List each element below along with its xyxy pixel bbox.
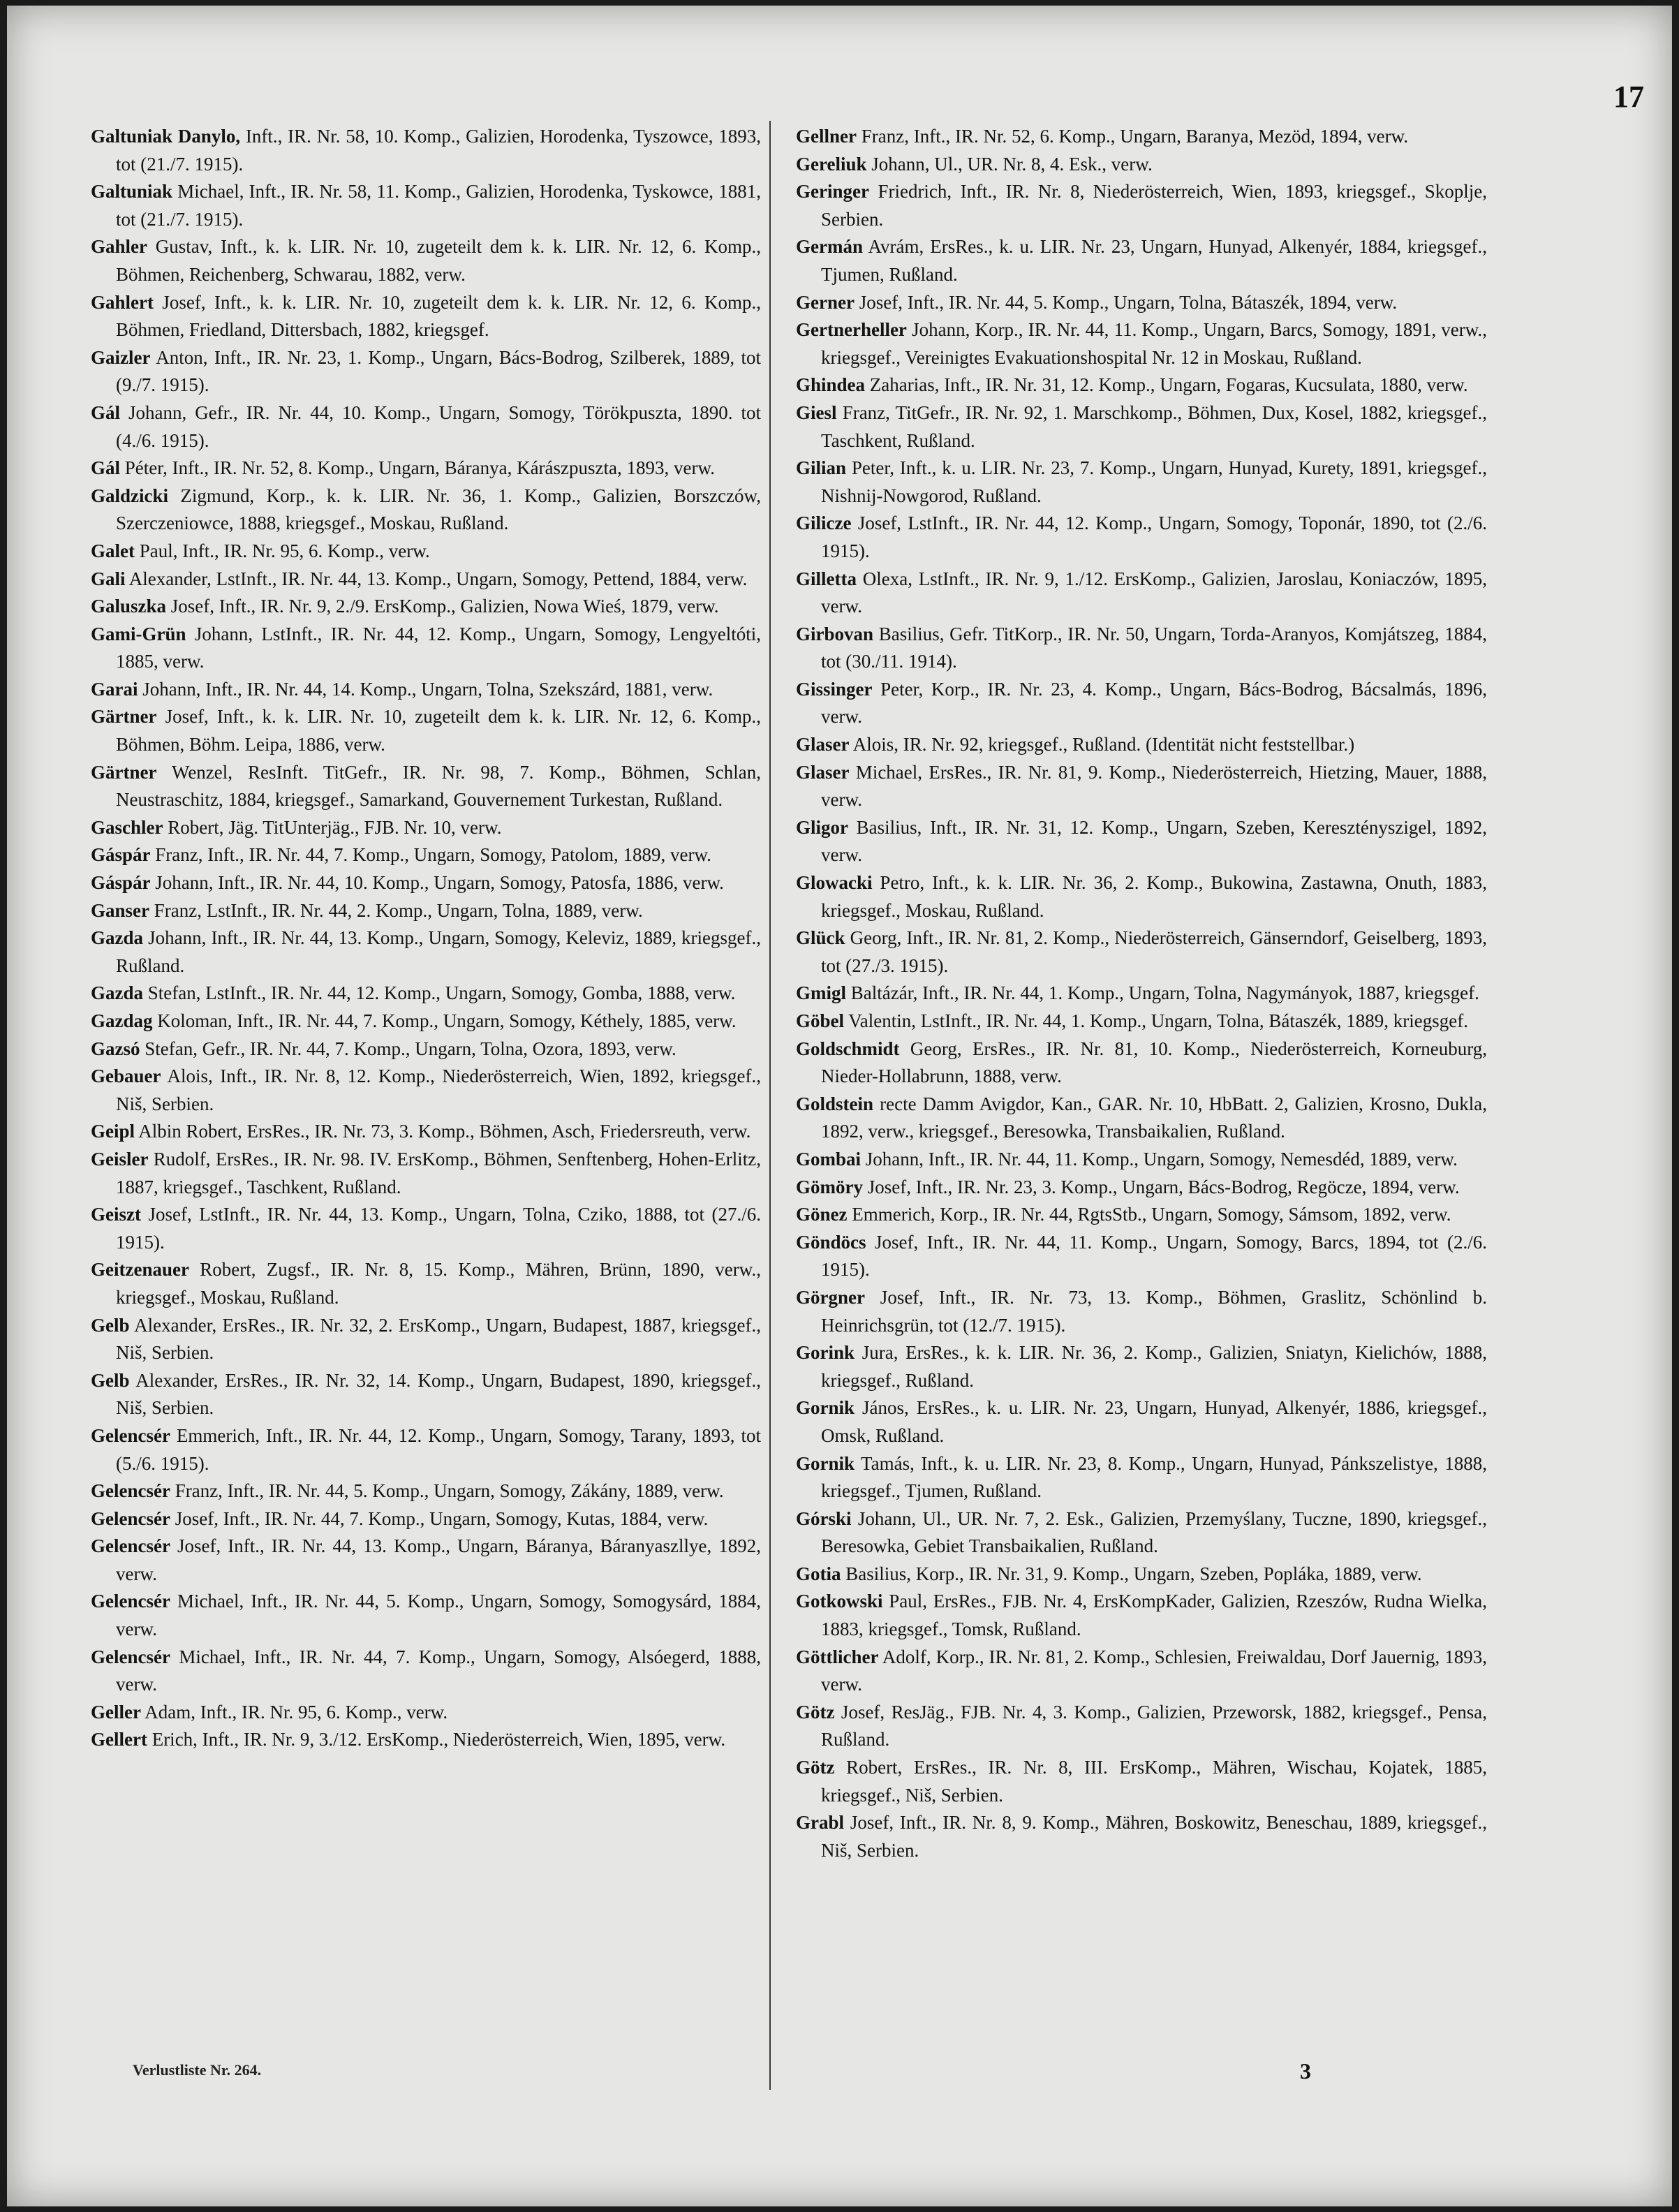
entry-details: Johann, LstInft., IR. Nr. 44, 12. Komp., Ungarn, Somogy, Lengyeltóti, 1885, verw. <box>116 623 761 672</box>
right-column <box>796 123 1487 1864</box>
entry-details: Josef, Inft., IR. Nr. 23, 3. Komp., Ungarn, Bács-Bodrog, Regöcze, 1894, verw. <box>862 1176 1460 1197</box>
list-entry <box>796 1339 1487 1394</box>
list-entry <box>796 1091 1487 1146</box>
entry-details: Gustav, Inft., k. k. LIR. Nr. 10, zugeteilt dem k. k. LIR. Nr. 12, 6. Komp., Böhmen, Reichenberg, Schwarau, 1882, verw. <box>116 236 761 285</box>
list-entry <box>796 1008 1487 1035</box>
list-entry <box>796 980 1487 1008</box>
entry-name: Gombai <box>796 1148 861 1170</box>
entry-name: Germán <box>796 236 863 258</box>
entry-name: Gelencsér <box>91 1591 170 1612</box>
list-entry <box>796 676 1487 731</box>
list-entry <box>796 510 1487 565</box>
entry-details: Josef, LstInft., IR. Nr. 44, 13. Komp., Ungarn, Tolna, Cziko, 1888, tot (27./6. 1915). <box>116 1204 761 1253</box>
entry-name: Goldschmidt <box>796 1038 900 1059</box>
entry-name: Göttlicher <box>796 1646 879 1667</box>
entry-name: Galet <box>91 540 135 561</box>
list-entry <box>91 1367 761 1422</box>
entry-details: Albin Robert, ErsRes., IR. Nr. 73, 3. Komp., Böhmen, Asch, Friedersreuth, verw. <box>135 1121 751 1142</box>
entry-details: Johann, Inft., IR. Nr. 44, 10. Komp., Ungarn, Somogy, Patosfa, 1886, verw. <box>150 872 724 894</box>
entry-name: Ghindea <box>796 374 866 396</box>
list-entry <box>91 233 761 288</box>
entry-details: Inft., IR. Nr. 58, 10. Komp., Galizien, Horodenka, Tyszowce, 1893, tot (21./7. 1915). <box>116 126 761 175</box>
entry-details: Josef, Inft., IR. Nr. 8, 9. Komp., Mähren, Boskowitz, Beneschau, 1889, kriegsgef., Niš, Serbien. <box>821 1812 1487 1861</box>
entry-details: Alois, Inft., IR. Nr. 8, 12. Komp., Niederösterreich, Wien, 1892, kriegsgef., Niš, Serbien. <box>116 1066 761 1114</box>
entry-name: Geiszt <box>91 1204 141 1225</box>
list-entry <box>796 1588 1487 1643</box>
list-entry <box>91 566 761 593</box>
list-entry <box>796 814 1487 869</box>
entry-name: Gilicze <box>796 513 852 534</box>
list-entry <box>796 869 1487 924</box>
entry-name: Girbovan <box>796 623 874 644</box>
list-entry <box>91 482 761 538</box>
entry-details: recte Damm Avigdor, Kan., GAR. Nr. 10, HbBatt. 2, Galizien, Krosno, Dukla, 1892, verw., kriegsgef., Beresowka, Transbaikalien, Rußland. <box>821 1093 1487 1142</box>
entry-details: Rudolf, ErsRes., IR. Nr. 98. IV. ErsKomp., Böhmen, Senftenberg, Hohen-Erlitz, 1887, kriegsgef., Taschkent, Rußland. <box>116 1148 761 1197</box>
entry-name: Gál <box>91 401 121 423</box>
entry-name: Gazdag <box>91 1010 153 1031</box>
entry-name: Gerner <box>796 291 855 313</box>
entry-details: Michael, Inft., IR. Nr. 58, 11. Komp., Galizien, Horodenka, Tyskowce, 1881, tot (21./7. 1915). <box>116 181 761 230</box>
list-entry <box>796 233 1487 288</box>
entry-name: Gereliuk <box>796 153 867 175</box>
list-entry <box>91 344 761 399</box>
entry-details: Stefan, Gefr., IR. Nr. 44, 7. Komp., Ungarn, Tolna, Ozora, 1893, verw. <box>140 1038 676 1059</box>
list-entry <box>91 178 761 233</box>
list-entry <box>91 1008 761 1035</box>
entry-name: Gaschler <box>91 816 163 838</box>
entry-details: Josef, Inft., k. k. LIR. Nr. 10, zugeteilt dem k. k. LIR. Nr. 12, 6. Komp., Böhmen, Friedland, Dittersbach, 1882, kriegsgef. <box>116 291 761 341</box>
list-entry <box>91 1422 761 1477</box>
list-entry <box>796 1201 1487 1229</box>
list-entry <box>91 814 761 842</box>
entry-details: Michael, ErsRes., IR. Nr. 81, 9. Komp., Niederösterreich, Hietzing, Mauer, 1888, verw. <box>821 761 1487 811</box>
list-entry <box>796 1754 1487 1809</box>
list-entry <box>91 1035 761 1063</box>
entry-details: Adam, Inft., IR. Nr. 95, 6. Komp., verw. <box>140 1701 448 1723</box>
entry-details: Paul, ErsRes., FJB. Nr. 4, ErsKompKader, Galizien, Rzeszów, Rudna Wielka, 1883, kriegsgef., Tomsk, Rußland. <box>821 1591 1487 1640</box>
entry-name: Gelencsér <box>91 1507 170 1529</box>
list-entry <box>91 621 761 676</box>
footer-list-number: Verlustliste Nr. 264. <box>133 2061 262 2079</box>
entry-details: Josef, Inft., k. k. LIR. Nr. 10, zugeteilt dem k. k. LIR. Nr. 12, 6. Komp., Böhmen, Böhm. Leipa, 1886, verw. <box>116 706 761 755</box>
list-entry <box>796 399 1487 455</box>
list-entry <box>796 1174 1487 1202</box>
entry-name: Gelencsér <box>91 1646 170 1667</box>
entry-name: Glück <box>796 927 845 949</box>
list-entry <box>796 1699 1487 1754</box>
entry-name: Gärtner <box>91 706 157 728</box>
list-entry <box>91 869 761 897</box>
entry-name: Glaser <box>796 734 850 755</box>
list-entry <box>796 1809 1487 1864</box>
entry-details: Zigmund, Korp., k. k. LIR. Nr. 36, 1. Komp., Galizien, Borszczów, Szerczeniowce, 1888, kriegsgef., Moskau, Rußland. <box>116 485 761 534</box>
entry-name: Galdzicki <box>91 485 169 506</box>
entry-name: Gáspár <box>91 872 151 894</box>
entry-name: Gelb <box>91 1369 130 1391</box>
entry-details: Josef, Inft., IR. Nr. 44, 5. Komp., Ungarn, Tolna, Bátaszék, 1894, verw. <box>854 291 1398 313</box>
entry-details: Alexander, LstInft., IR. Nr. 44, 13. Komp., Ungarn, Somogy, Pettend, 1884, verw. <box>125 568 748 589</box>
entry-details: Michael, Inft., IR. Nr. 44, 5. Komp., Ungarn, Somogy, Somogysárd, 1884, verw. <box>116 1591 761 1640</box>
list-entry <box>796 178 1487 233</box>
entry-name: Gorink <box>796 1342 855 1364</box>
entry-name: Gmigl <box>796 982 846 1004</box>
entry-details: Josef, Inft., IR. Nr. 9, 2./9. ErsKomp., Galizien, Nowa Wieś, 1879, verw. <box>166 596 719 617</box>
entry-name: Galtuniak Danylo, <box>91 126 241 147</box>
list-entry <box>91 980 761 1008</box>
entry-details: Johann, Inft., IR. Nr. 44, 14. Komp., Ungarn, Tolna, Szekszárd, 1881, verw. <box>138 678 713 700</box>
list-entry <box>91 1726 761 1754</box>
entry-name: Gáspár <box>91 844 151 866</box>
entry-name: Gertnerheller <box>796 319 907 341</box>
entry-details: Péter, Inft., IR. Nr. 52, 8. Komp., Ungarn, Báranya, Kárászpuszta, 1893, verw. <box>120 457 715 479</box>
list-entry <box>91 1118 761 1146</box>
entry-details: Emmerich, Inft., IR. Nr. 44, 12. Komp., Ungarn, Somogy, Tarany, 1893, tot (5./6. 1915). <box>116 1424 761 1474</box>
list-entry <box>91 897 761 925</box>
entry-details: Jura, ErsRes., k. k. LIR. Nr. 36, 2. Komp., Galizien, Sniatyn, Kielichów, 1888, kriegsgef., Rußland. <box>821 1342 1487 1391</box>
entry-name: Grabl <box>796 1812 845 1834</box>
entry-name: Geller <box>91 1701 141 1723</box>
entry-details: Petro, Inft., k. k. LIR. Nr. 36, 2. Komp., Bukowina, Zastawna, Onuth, 1883, kriegsgef., Moskau, Rußland. <box>821 872 1487 921</box>
entry-name: Gönez <box>796 1204 848 1225</box>
entry-name: Gissinger <box>796 678 873 700</box>
entry-name: Gligor <box>796 816 848 838</box>
entry-details: Franz, Inft., IR. Nr. 44, 7. Komp., Ungarn, Somogy, Patolom, 1889, verw. <box>150 844 711 866</box>
entry-details: Franz, Inft., IR. Nr. 44, 5. Komp., Ungarn, Somogy, Zákány, 1889, verw. <box>170 1480 724 1502</box>
entry-details: Georg, Inft., IR. Nr. 81, 2. Komp., Niederösterreich, Gänserndorf, Geiselberg, 1893, tot (27./3. 1915). <box>821 927 1487 976</box>
list-entry <box>796 1644 1487 1699</box>
entry-name: Gazda <box>91 927 144 949</box>
entry-details: Adolf, Korp., IR. Nr. 81, 2. Komp., Schlesien, Freiwaldau, Dorf Jauernig, 1893, verw. <box>821 1646 1487 1695</box>
list-entry <box>91 759 761 814</box>
entry-name: Gaizler <box>91 346 151 368</box>
list-entry <box>91 1477 761 1505</box>
list-entry <box>796 1035 1487 1091</box>
column-divider <box>769 121 771 2090</box>
list-entry <box>796 1229 1487 1284</box>
entry-name: Gelb <box>91 1314 130 1336</box>
list-entry <box>91 841 761 869</box>
entry-details: Johann, Ul., UR. Nr. 8, 4. Esk., verw. <box>866 153 1153 175</box>
entry-details: Josef, Inft., IR. Nr. 44, 7. Komp., Ungarn, Somogy, Kutas, 1884, verw. <box>170 1507 709 1529</box>
entry-name: Götz <box>796 1701 835 1723</box>
entry-name: Gelencsér <box>91 1424 170 1446</box>
list-entry <box>91 538 761 566</box>
entry-details: Georg, ErsRes., IR. Nr. 81, 10. Komp., Niederösterreich, Korneuburg, Nieder-Hollabrunn, 1888, verw. <box>821 1038 1487 1087</box>
entry-details: Johann, Inft., IR. Nr. 44, 13. Komp., Ungarn, Somogy, Keleviz, 1889, kriegsgef., Rußland. <box>116 927 761 976</box>
entry-name: Gelencsér <box>91 1535 170 1557</box>
list-entry <box>796 289 1487 317</box>
entry-name: Gahlert <box>91 291 154 313</box>
entry-details: Johann, Inft., IR. Nr. 44, 11. Komp., Ungarn, Somogy, Nemesdéd, 1889, verw. <box>861 1148 1458 1170</box>
entry-name: Gellert <box>91 1729 147 1750</box>
entry-name: Gebauer <box>91 1066 161 1087</box>
entry-name: Göndöcs <box>796 1231 866 1253</box>
list-entry <box>796 1146 1487 1174</box>
list-entry <box>91 1533 761 1588</box>
entry-name: Gahler <box>91 236 147 258</box>
entry-name: Górski <box>796 1507 852 1529</box>
entry-name: Glaser <box>796 761 850 783</box>
entry-name: Gotkowski <box>796 1591 883 1612</box>
entry-name: Göbel <box>796 1010 845 1031</box>
list-entry <box>91 1312 761 1367</box>
entry-name: Geisler <box>91 1148 149 1170</box>
entry-name: Gilian <box>796 457 847 479</box>
entry-name: Garai <box>91 678 138 700</box>
entry-name: Geringer <box>796 181 869 202</box>
list-entry <box>796 621 1487 676</box>
entry-name: Götz <box>796 1757 835 1778</box>
entry-details: Paul, Inft., IR. Nr. 95, 6. Komp., verw. <box>134 540 430 561</box>
entry-name: Gál <box>91 457 121 479</box>
entry-name: Galtuniak <box>91 181 173 202</box>
entry-name: Gornik <box>796 1397 855 1419</box>
entry-details: Josef, LstInft., IR. Nr. 44, 12. Komp., Ungarn, Somogy, Toponár, 1890, tot (2./6. 1915). <box>821 513 1487 561</box>
list-entry <box>91 123 761 178</box>
list-entry <box>91 1699 761 1727</box>
list-entry <box>796 1561 1487 1588</box>
list-entry <box>91 1063 761 1118</box>
list-entry <box>796 924 1487 980</box>
entry-details: Johann, Korp., IR. Nr. 44, 11. Komp., Ungarn, Barcs, Somogy, 1891, verw., kriegsgef., Vereinigtes Evakuationshospital Nr. 12 in Moskau, Rußland. <box>821 319 1487 368</box>
entry-name: Gali <box>91 568 126 589</box>
entry-name: Gazda <box>91 982 144 1004</box>
list-entry <box>91 1588 761 1643</box>
entry-details: Peter, Inft., k. u. LIR. Nr. 23, 7. Komp., Ungarn, Hunyad, Kurety, 1891, kriegsgef., Nishnij-Nowgorod, Rußland. <box>821 457 1487 506</box>
entry-details: Franz, LstInft., IR. Nr. 44, 2. Komp., Ungarn, Tolna, 1889, verw. <box>149 899 643 921</box>
entry-details: Basilius, Korp., IR. Nr. 31, 9. Komp., Ungarn, Szeben, Popláka, 1889, verw. <box>841 1563 1422 1584</box>
left-column <box>91 123 761 1754</box>
entry-name: Giesl <box>796 401 837 423</box>
entry-details: Wenzel, ResInft. TitGefr., IR. Nr. 98, 7. Komp., Böhmen, Schlan, Neustraschitz, 1884, kriegsgef., Samarkand, Gouvernement Turkestan, Rußland. <box>116 761 761 811</box>
entry-details: Alexander, ErsRes., IR. Nr. 32, 2. ErsKomp., Ungarn, Budapest, 1887, kriegsgef., Niš, Serbien. <box>116 1314 761 1364</box>
list-entry <box>91 703 761 758</box>
entry-details: Franz, TitGefr., IR. Nr. 92, 1. Marschkomp., Böhmen, Dux, Kosel, 1882, kriegsgef., Taschkent, Rußland. <box>821 401 1487 451</box>
entry-details: Josef, ResJäg., FJB. Nr. 4, 3. Komp., Galizien, Przeworsk, 1882, kriegsgef., Pensa, Rußland. <box>821 1701 1487 1750</box>
entry-details: Zaharias, Inft., IR. Nr. 31, 12. Komp., Ungarn, Fogaras, Kucsulata, 1880, verw. <box>865 374 1468 396</box>
entry-details: Basilius, Gefr. TitKorp., IR. Nr. 50, Ungarn, Torda-Aranyos, Komjátszeg, 1884, tot (30./11. 1914). <box>821 623 1487 672</box>
entry-name: Ganser <box>91 899 149 921</box>
entry-name: Goldstein <box>796 1093 874 1114</box>
entry-details: Josef, Inft., IR. Nr. 44, 13. Komp., Ungarn, Báranya, Báranyaszllye, 1892, verw. <box>116 1535 761 1584</box>
entry-name: Galuszka <box>91 596 167 617</box>
entry-name: Gotia <box>796 1563 841 1584</box>
entry-name: Geitzenauer <box>91 1259 189 1281</box>
list-entry <box>796 1284 1487 1339</box>
entry-details: Peter, Korp., IR. Nr. 23, 4. Komp., Ungarn, Bács-Bodrog, Bácsalmás, 1896, verw. <box>821 678 1487 728</box>
list-entry <box>91 1505 761 1533</box>
list-entry <box>796 1505 1487 1561</box>
entry-name: Gellner <box>796 126 857 147</box>
entry-details: Alois, IR. Nr. 92, kriegsgef., Rußland. (Identität nicht feststellbar.) <box>849 734 1355 755</box>
entry-details: Josef, Inft., IR. Nr. 44, 11. Komp., Ungarn, Somogy, Barcs, 1894, tot (2./6. 1915). <box>821 1231 1487 1281</box>
entry-name: Gilletta <box>796 568 857 589</box>
footer-signature: 3 <box>1300 2058 1311 2084</box>
entry-details: Stefan, LstInft., IR. Nr. 44, 12. Komp., Ungarn, Somogy, Gomba, 1888, verw. <box>143 982 736 1004</box>
list-entry <box>796 731 1487 759</box>
list-entry <box>91 289 761 344</box>
entry-name: Glowacki <box>796 872 873 894</box>
page <box>7 6 1672 2206</box>
entry-details: Olexa, LstInft., IR. Nr. 9, 1./12. ErsKomp., Galizien, Jaroslau, Koniaczów, 1895, verw. <box>821 568 1487 617</box>
entry-details: Basilius, Inft., IR. Nr. 31, 12. Komp., Ungarn, Szeben, Keresztényszigel, 1892, verw. <box>821 816 1487 866</box>
entry-details: Michael, Inft., IR. Nr. 44, 7. Komp., Ungarn, Somogy, Alsóegerd, 1888, verw. <box>116 1646 761 1695</box>
list-entry <box>796 759 1487 814</box>
entry-details: Tamás, Inft., k. u. LIR. Nr. 23, 8. Komp., Ungarn, Hunyad, Pánkszelistye, 1888, kriegsgef., Tjumen, Rußland. <box>821 1452 1487 1502</box>
entry-details: Robert, Zugsf., IR. Nr. 8, 15. Komp., Mähren, Brünn, 1890, verw., kriegsgef., Moskau, Rußland. <box>116 1259 761 1308</box>
list-entry <box>796 316 1487 371</box>
list-entry <box>796 455 1487 510</box>
entry-name: Görgner <box>796 1286 865 1308</box>
entry-details: Johann, Ul., UR. Nr. 7, 2. Esk., Galizien, Przemyślany, Tuczne, 1890, kriegsgef., Beresowka, Gebiet Transbaikalien, Rußland. <box>821 1507 1487 1557</box>
list-entry <box>796 123 1487 151</box>
entry-details: Emmerich, Korp., IR. Nr. 44, RgtsStb., Ungarn, Somogy, Sámsom, 1892, verw. <box>847 1204 1451 1225</box>
list-entry <box>796 151 1487 179</box>
entry-name: Gornik <box>796 1452 855 1474</box>
entry-name: Gömöry <box>796 1176 863 1197</box>
list-entry <box>91 676 761 704</box>
list-entry <box>796 1394 1487 1450</box>
entry-name: Gärtner <box>91 761 157 783</box>
entry-details: Baltázár, Inft., IR. Nr. 44, 1. Komp., Ungarn, Tolna, Nagymányok, 1887, kriegsgef. <box>846 982 1479 1004</box>
entry-name: Gami-Grün <box>91 623 186 644</box>
list-entry <box>796 566 1487 621</box>
list-entry <box>91 924 761 980</box>
entry-details: Erich, Inft., IR. Nr. 9, 3./12. ErsKomp., Niederösterreich, Wien, 1895, verw. <box>147 1729 726 1750</box>
list-entry <box>91 1644 761 1699</box>
list-entry <box>91 455 761 482</box>
list-entry <box>796 1450 1487 1505</box>
list-entry <box>91 1201 761 1256</box>
list-entry <box>91 1256 761 1311</box>
entry-details: Friedrich, Inft., IR. Nr. 8, Niederösterreich, Wien, 1893, kriegsgef., Skoplje, Serbien. <box>821 181 1487 230</box>
page-number: 17 <box>1613 80 1644 114</box>
list-entry <box>796 371 1487 399</box>
entry-details: Anton, Inft., IR. Nr. 23, 1. Komp., Ungarn, Bács-Bodrog, Szilberek, 1889, tot (9./7. 1915). <box>116 346 761 396</box>
entry-name: Gelencsér <box>91 1480 170 1502</box>
entry-details: János, ErsRes., k. u. LIR. Nr. 23, Ungarn, Hunyad, Alkenyér, 1886, kriegsgef., Omsk, Rußland. <box>821 1397 1487 1446</box>
list-entry <box>91 1146 761 1201</box>
entry-details: Koloman, Inft., IR. Nr. 44, 7. Komp., Ungarn, Somogy, Kéthely, 1885, verw. <box>152 1010 737 1031</box>
entry-details: Robert, Jäg. TitUnterjäg., FJB. Nr. 10, verw. <box>163 816 502 838</box>
entry-details: Josef, Inft., IR. Nr. 73, 13. Komp., Böhmen, Graslitz, Schönlind b. Heinrichsgrün, tot (12./7. 1915). <box>821 1286 1487 1336</box>
entry-details: Robert, ErsRes., IR. Nr. 8, III. ErsKomp., Mähren, Wischau, Kojatek, 1885, kriegsgef., Niš, Serbien. <box>821 1757 1487 1806</box>
entry-name: Gazsó <box>91 1038 140 1059</box>
entry-name: Geipl <box>91 1121 135 1142</box>
list-entry <box>91 399 761 455</box>
entry-details: Franz, Inft., IR. Nr. 52, 6. Komp., Ungarn, Baranya, Mezöd, 1894, verw. <box>856 126 1409 147</box>
entry-details: Alexander, ErsRes., IR. Nr. 32, 14. Komp., Ungarn, Budapest, 1890, kriegsgef., Niš, Serbien. <box>116 1369 761 1419</box>
entry-details: Johann, Gefr., IR. Nr. 44, 10. Komp., Ungarn, Somogy, Törökpuszta, 1890. tot (4./6. 1915). <box>116 401 761 451</box>
list-entry <box>91 593 761 621</box>
entry-details: Avrám, ErsRes., k. u. LIR. Nr. 23, Ungarn, Hunyad, Alkenyér, 1884, kriegsgef., Tjumen, Rußland. <box>821 236 1487 285</box>
entry-details: Valentin, LstInft., IR. Nr. 44, 1. Komp., Ungarn, Tolna, Bátaszék, 1889, kriegsgef. <box>844 1010 1468 1031</box>
